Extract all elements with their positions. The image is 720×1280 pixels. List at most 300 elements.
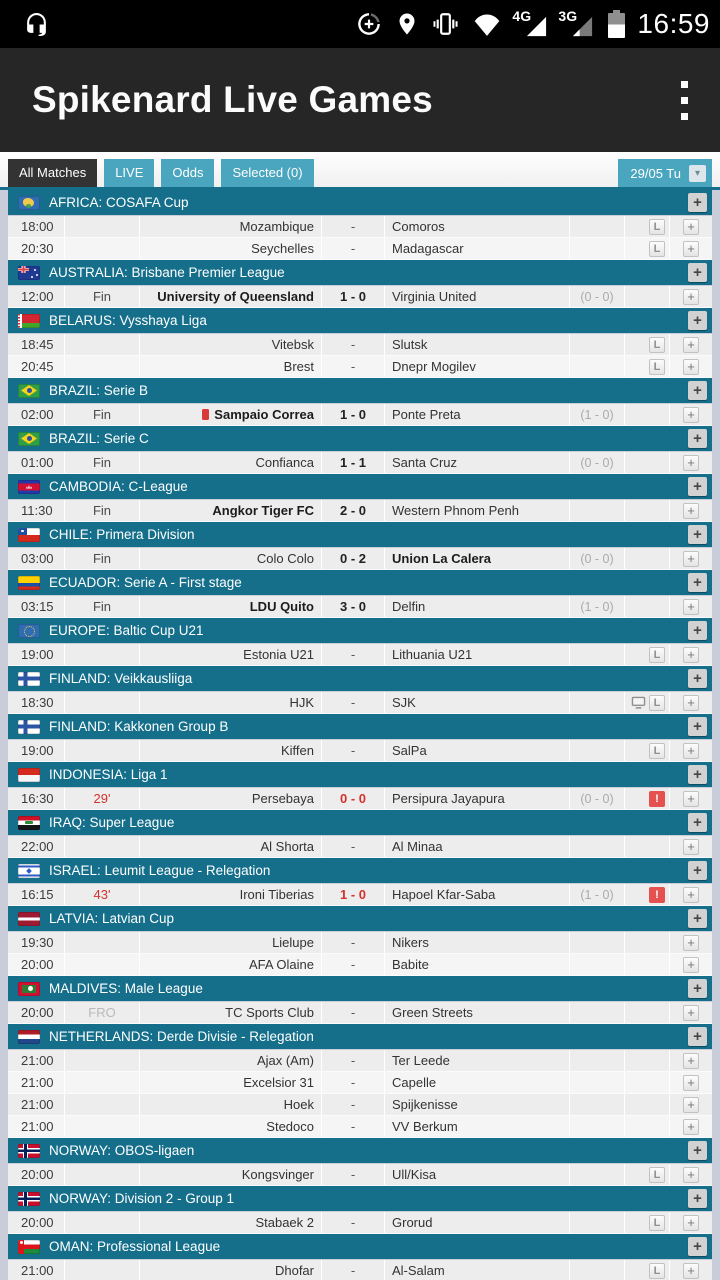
- league-expand-button[interactable]: +: [688, 813, 707, 832]
- row-icons: [625, 334, 670, 355]
- home-team: HJK: [289, 695, 314, 710]
- add-match-button[interactable]: +: [683, 1263, 699, 1279]
- halftime-score: [570, 216, 625, 237]
- league-header[interactable]: [8, 1234, 712, 1259]
- away-team: Al-Salam: [392, 1263, 445, 1278]
- wifi-icon: [472, 11, 502, 37]
- match-time: 03:15: [8, 596, 65, 617]
- match-status: Fin: [65, 286, 140, 307]
- add-match-button[interactable]: +: [683, 957, 699, 973]
- lineup-button[interactable]: L: [649, 219, 665, 235]
- match-row[interactable]: [8, 1164, 712, 1186]
- tv-icon[interactable]: [631, 696, 646, 709]
- league-header[interactable]: [8, 810, 712, 835]
- league-flag-icon: [18, 480, 40, 494]
- match-time: 18:30: [8, 692, 65, 713]
- league-expand-button[interactable]: +: [688, 477, 707, 496]
- match-score: -: [322, 1164, 385, 1185]
- away-team: Ponte Preta: [392, 407, 461, 422]
- league-expand-button[interactable]: +: [688, 861, 707, 880]
- league-expand-button[interactable]: +: [688, 765, 707, 784]
- row-icons: [625, 548, 670, 569]
- match-status: [65, 1072, 140, 1093]
- league-header[interactable]: [8, 308, 712, 333]
- match-status: [65, 216, 140, 237]
- match-time: 20:30: [8, 238, 65, 259]
- match-time: 21:00: [8, 1116, 65, 1137]
- overflow-menu-icon[interactable]: [675, 75, 694, 126]
- match-row[interactable]: [8, 644, 712, 666]
- league-name: INDONESIA: Liga 1: [49, 767, 168, 782]
- league-name: CAMBODIA: C-League: [49, 479, 188, 494]
- away-team: SJK: [392, 695, 416, 710]
- add-match-button[interactable]: +: [683, 219, 699, 235]
- match-score: -: [322, 238, 385, 259]
- tab-live[interactable]: LIVE: [104, 159, 154, 187]
- match-score: -: [322, 1072, 385, 1093]
- league-expand-button[interactable]: +: [688, 1141, 707, 1160]
- match-status: [65, 1116, 140, 1137]
- league-expand-button[interactable]: +: [688, 311, 707, 330]
- row-icons: [625, 238, 670, 259]
- lineup-button[interactable]: L: [649, 1263, 665, 1279]
- league-name: BRAZIL: Serie C: [49, 431, 149, 446]
- vibrate-icon: [432, 11, 459, 37]
- away-team: Ter Leede: [392, 1053, 450, 1068]
- match-score: -: [322, 334, 385, 355]
- league-flag-icon: [18, 1030, 40, 1044]
- row-icons: [625, 1002, 670, 1023]
- league-expand-button[interactable]: +: [688, 193, 707, 212]
- match-status: [65, 1164, 140, 1185]
- away-team: Babite: [392, 957, 429, 972]
- match-time: 19:00: [8, 740, 65, 761]
- halftime-score: [570, 644, 625, 665]
- halftime-score: [570, 1116, 625, 1137]
- match-score: -: [322, 932, 385, 953]
- match-score: -: [322, 356, 385, 377]
- headset-icon: [24, 12, 49, 37]
- halftime-score: [570, 1050, 625, 1071]
- match-status: Fin: [65, 452, 140, 473]
- league-name: FINLAND: Veikkausliiga: [49, 671, 193, 686]
- live-alert-icon: !: [649, 791, 665, 807]
- league-header[interactable]: [8, 714, 712, 739]
- match-score: -: [322, 1094, 385, 1115]
- row-icons: [625, 954, 670, 975]
- away-team: Capelle: [392, 1075, 437, 1090]
- data-saver-icon: [356, 11, 382, 37]
- home-team: Stabaek 2: [255, 1215, 314, 1230]
- league-expand-button[interactable]: +: [688, 263, 707, 282]
- row-icons: [625, 932, 670, 953]
- league-name: IRAQ: Super League: [49, 815, 175, 830]
- match-status: [65, 692, 140, 713]
- league-header[interactable]: [8, 378, 712, 403]
- match-row[interactable]: [8, 1002, 712, 1024]
- halftime-score: [570, 500, 625, 521]
- tab-odds[interactable]: Odds: [161, 159, 214, 187]
- home-team: AFA Olaine: [248, 957, 314, 972]
- halftime-score: [570, 238, 625, 259]
- row-icons: [625, 644, 670, 665]
- status-bar: [0, 0, 720, 48]
- match-row[interactable]: [8, 334, 712, 356]
- row-icons: [625, 216, 670, 237]
- league-name: ECUADOR: Serie A - First stage: [49, 575, 242, 590]
- league-expand-button[interactable]: +: [688, 429, 707, 448]
- match-status: [65, 1094, 140, 1115]
- league-expand-button[interactable]: +: [688, 1189, 707, 1208]
- add-match-button[interactable]: +: [683, 743, 699, 759]
- league-expand-button[interactable]: +: [688, 1027, 707, 1046]
- match-row[interactable]: [8, 788, 712, 810]
- match-time: 21:00: [8, 1260, 65, 1280]
- away-team: SalPa: [392, 743, 427, 758]
- row-icons: [625, 1116, 670, 1137]
- league-flag-icon: [18, 1192, 40, 1206]
- match-row[interactable]: [8, 1050, 712, 1072]
- add-match-button[interactable]: +: [683, 455, 699, 471]
- match-row[interactable]: [8, 356, 712, 378]
- match-status: [65, 954, 140, 975]
- add-match-button[interactable]: +: [683, 551, 699, 567]
- match-row[interactable]: [8, 500, 712, 522]
- league-header[interactable]: [8, 906, 712, 931]
- match-status: FRO: [65, 1002, 140, 1023]
- match-time: 21:00: [8, 1050, 65, 1071]
- match-row[interactable]: [8, 836, 712, 858]
- away-team: Virginia United: [392, 289, 477, 304]
- league-name: BELARUS: Vysshaya Liga: [49, 313, 207, 328]
- halftime-score: [570, 740, 625, 761]
- add-match-button[interactable]: +: [683, 599, 699, 615]
- halftime-score: (0 - 0): [570, 452, 625, 473]
- league-name: AFRICA: COSAFA Cup: [49, 195, 189, 210]
- page-title: Spikenard Live Games: [32, 79, 433, 120]
- add-match-button[interactable]: +: [683, 1097, 699, 1113]
- league-header[interactable]: [8, 858, 712, 883]
- row-icons: [625, 356, 670, 377]
- league-expand-button[interactable]: +: [688, 979, 707, 998]
- row-icons: [625, 740, 670, 761]
- league-name: MALDIVES: Male League: [49, 981, 203, 996]
- halftime-score: (0 - 0): [570, 286, 625, 307]
- league-name: CHILE: Primera Division: [49, 527, 195, 542]
- away-team: Grorud: [392, 1215, 433, 1230]
- match-time: 20:00: [8, 1002, 65, 1023]
- match-status: [65, 1212, 140, 1233]
- match-row[interactable]: [8, 1212, 712, 1234]
- league-expand-button[interactable]: +: [688, 621, 707, 640]
- add-match-button[interactable]: +: [683, 337, 699, 353]
- match-time: 03:00: [8, 548, 65, 569]
- calendar-dropdown-icon[interactable]: ▾: [689, 165, 706, 182]
- league-expand-button[interactable]: +: [688, 525, 707, 544]
- add-match-button[interactable]: +: [683, 289, 699, 305]
- match-score: -: [322, 1116, 385, 1137]
- row-icons: [625, 596, 670, 617]
- match-time: 20:00: [8, 1212, 65, 1233]
- league-flag-icon: [18, 982, 40, 996]
- signal-3g-icon: [558, 8, 594, 40]
- league-name: NETHERLANDS: Derde Divisie - Relegation: [49, 1029, 314, 1044]
- league-flag-icon: [18, 196, 40, 210]
- match-row[interactable]: [8, 286, 712, 308]
- halftime-score: (1 - 0): [570, 884, 625, 905]
- row-icons: [625, 692, 670, 713]
- match-time: 01:00: [8, 452, 65, 473]
- away-team: Comoros: [392, 219, 445, 234]
- add-match-button[interactable]: +: [683, 791, 699, 807]
- match-row[interactable]: [8, 954, 712, 976]
- add-match-button[interactable]: +: [683, 1167, 699, 1183]
- add-match-button[interactable]: +: [683, 695, 699, 711]
- league-expand-button[interactable]: +: [688, 669, 707, 688]
- row-icons: [625, 1050, 670, 1071]
- match-row[interactable]: [8, 1072, 712, 1094]
- home-team: Sampaio Correa: [202, 407, 314, 422]
- match-score: 2 - 0: [322, 500, 385, 521]
- league-expand-button[interactable]: +: [688, 909, 707, 928]
- home-team: Stedoco: [266, 1119, 314, 1134]
- league-flag-icon: [18, 266, 40, 280]
- league-header[interactable]: [8, 1024, 712, 1049]
- match-status: [65, 644, 140, 665]
- away-team: Slutsk: [392, 337, 428, 352]
- away-team: VV Berkum: [392, 1119, 458, 1134]
- home-team: Al Shorta: [260, 839, 314, 854]
- match-score: 3 - 0: [322, 596, 385, 617]
- add-match-button[interactable]: +: [683, 1005, 699, 1021]
- league-expand-button[interactable]: +: [688, 717, 707, 736]
- row-icons: [625, 1094, 670, 1115]
- match-time: 16:15: [8, 884, 65, 905]
- home-team: Persebaya: [251, 791, 314, 806]
- match-status: Fin: [65, 596, 140, 617]
- halftime-score: [570, 1164, 625, 1185]
- league-header[interactable]: [8, 666, 712, 691]
- lineup-button[interactable]: L: [649, 647, 665, 663]
- lineup-button[interactable]: L: [649, 337, 665, 353]
- match-row[interactable]: [8, 884, 712, 906]
- league-flag-icon: [18, 672, 40, 686]
- match-status: 43': [65, 884, 140, 905]
- add-match-button[interactable]: +: [683, 1075, 699, 1091]
- add-match-button[interactable]: +: [683, 241, 699, 257]
- league-expand-button[interactable]: +: [688, 1237, 707, 1256]
- away-team: Nikers: [392, 935, 429, 950]
- match-status: [65, 932, 140, 953]
- match-score: -: [322, 644, 385, 665]
- add-match-button[interactable]: +: [683, 887, 699, 903]
- home-team: LDU Quito: [249, 599, 314, 614]
- league-name: AUSTRALIA: Brisbane Premier League: [49, 265, 285, 280]
- match-score: 1 - 0: [322, 286, 385, 307]
- match-row[interactable]: [8, 932, 712, 954]
- halftime-score: [570, 1212, 625, 1233]
- home-team: University of Queensland: [157, 289, 314, 304]
- league-flag-icon: [18, 1240, 40, 1254]
- signal-4g-icon: [512, 8, 548, 40]
- away-team: Santa Cruz: [392, 455, 458, 470]
- away-team: Union La Calera: [392, 551, 491, 566]
- battery-icon: [608, 10, 625, 38]
- row-icons: [625, 500, 670, 521]
- league-header[interactable]: [8, 474, 712, 499]
- match-row[interactable]: [8, 1260, 712, 1280]
- network-3g-label: 3G: [558, 8, 578, 24]
- match-score: -: [322, 216, 385, 237]
- match-time: 19:00: [8, 644, 65, 665]
- match-score: -: [322, 836, 385, 857]
- match-status: [65, 836, 140, 857]
- away-team: Lithuania U21: [392, 647, 473, 662]
- row-icons: [625, 1164, 670, 1185]
- match-status: 29': [65, 788, 140, 809]
- match-status: [65, 1260, 140, 1280]
- match-time: 20:00: [8, 954, 65, 975]
- away-team: Madagascar: [392, 241, 464, 256]
- match-row[interactable]: [8, 1094, 712, 1116]
- lineup-button[interactable]: L: [649, 743, 665, 759]
- league-flag-icon: [18, 384, 40, 398]
- row-icons: [625, 1260, 670, 1280]
- lineup-button[interactable]: L: [649, 695, 665, 711]
- add-match-button[interactable]: +: [683, 647, 699, 663]
- match-status: Fin: [65, 500, 140, 521]
- league-flag-icon: [18, 576, 40, 590]
- add-match-button[interactable]: +: [683, 1053, 699, 1069]
- league-expand-button[interactable]: +: [688, 573, 707, 592]
- league-header[interactable]: [8, 522, 712, 547]
- league-flag-icon: [18, 624, 40, 638]
- match-row[interactable]: [8, 238, 712, 260]
- date-label: 29/05 Tu: [630, 165, 681, 181]
- league-flag-icon: [18, 528, 40, 542]
- league-name: NORWAY: OBOS-ligaen: [49, 1143, 195, 1158]
- league-name: LATVIA: Latvian Cup: [49, 911, 175, 926]
- home-team: Angkor Tiger FC: [212, 503, 314, 518]
- match-time: 20:00: [8, 1164, 65, 1185]
- add-match-button[interactable]: +: [683, 1119, 699, 1135]
- league-expand-button[interactable]: +: [688, 381, 707, 400]
- add-match-button[interactable]: +: [683, 839, 699, 855]
- red-card-icon: [202, 409, 209, 420]
- date-selector[interactable]: [618, 159, 712, 187]
- tab-selected[interactable]: Selected (0): [221, 159, 313, 187]
- home-team: TC Sports Club: [225, 1005, 314, 1020]
- app-header: [0, 48, 720, 152]
- league-header[interactable]: [8, 260, 712, 285]
- match-score: 0 - 2: [322, 548, 385, 569]
- home-team: Estonia U21: [243, 647, 314, 662]
- match-time: 20:45: [8, 356, 65, 377]
- match-score: -: [322, 1050, 385, 1071]
- match-time: 12:00: [8, 286, 65, 307]
- match-row[interactable]: [8, 452, 712, 474]
- match-row[interactable]: [8, 692, 712, 714]
- match-row[interactable]: [8, 1116, 712, 1138]
- halftime-score: [570, 1260, 625, 1280]
- league-header[interactable]: [8, 1138, 712, 1163]
- home-team: Kiffen: [280, 743, 314, 758]
- match-score: -: [322, 1212, 385, 1233]
- match-status: [65, 740, 140, 761]
- league-flag-icon: [18, 864, 40, 878]
- home-team: Colo Colo: [256, 551, 314, 566]
- league-header[interactable]: [8, 618, 712, 643]
- match-score: 0 - 0: [322, 788, 385, 809]
- add-match-button[interactable]: +: [683, 407, 699, 423]
- lineup-button[interactable]: L: [649, 359, 665, 375]
- home-team: Mozambique: [239, 219, 314, 234]
- home-team: Kongsvinger: [241, 1167, 314, 1182]
- lineup-button[interactable]: L: [649, 1215, 665, 1231]
- match-time: 02:00: [8, 404, 65, 425]
- match-status: [65, 334, 140, 355]
- add-match-button[interactable]: +: [683, 359, 699, 375]
- match-row[interactable]: [8, 216, 712, 238]
- match-score: -: [322, 740, 385, 761]
- match-row[interactable]: [8, 740, 712, 762]
- home-team: Dhofar: [274, 1263, 314, 1278]
- match-row[interactable]: [8, 548, 712, 570]
- match-status: Fin: [65, 404, 140, 425]
- match-score: -: [322, 1002, 385, 1023]
- add-match-button[interactable]: +: [683, 1215, 699, 1231]
- halftime-score: [570, 932, 625, 953]
- add-match-button[interactable]: +: [683, 503, 699, 519]
- match-time: 21:00: [8, 1072, 65, 1093]
- location-icon: [395, 11, 419, 37]
- away-team: Dnepr Mogilev: [392, 359, 476, 374]
- match-score: -: [322, 1260, 385, 1280]
- match-time: 16:30: [8, 788, 65, 809]
- home-team: Brest: [283, 359, 314, 374]
- match-status: [65, 238, 140, 259]
- league-header[interactable]: [8, 762, 712, 787]
- halftime-score: [570, 692, 625, 713]
- league-header[interactable]: [8, 190, 712, 215]
- tab-all-matches[interactable]: All Matches: [8, 159, 97, 187]
- network-4g-label: 4G: [512, 8, 532, 24]
- away-team: Ull/Kisa: [392, 1167, 437, 1182]
- row-icons: [625, 1072, 670, 1093]
- row-icons: [625, 404, 670, 425]
- home-team: Lielupe: [272, 935, 314, 950]
- halftime-score: [570, 334, 625, 355]
- live-alert-icon: !: [649, 887, 665, 903]
- add-match-button[interactable]: +: [683, 935, 699, 951]
- match-row[interactable]: [8, 596, 712, 618]
- match-row[interactable]: [8, 404, 712, 426]
- tab-bar: [0, 152, 720, 190]
- lineup-button[interactable]: L: [649, 241, 665, 257]
- league-header[interactable]: [8, 570, 712, 595]
- away-team: Al Minaa: [392, 839, 443, 854]
- league-header[interactable]: [8, 976, 712, 1001]
- match-score: 1 - 0: [322, 884, 385, 905]
- league-header[interactable]: [8, 426, 712, 451]
- away-team: Delfin: [392, 599, 426, 614]
- lineup-button[interactable]: L: [649, 1167, 665, 1183]
- match-status: [65, 356, 140, 377]
- match-status: Fin: [65, 548, 140, 569]
- league-header[interactable]: [8, 1186, 712, 1211]
- halftime-score: [570, 1002, 625, 1023]
- away-team: Hapoel Kfar-Saba: [392, 887, 496, 902]
